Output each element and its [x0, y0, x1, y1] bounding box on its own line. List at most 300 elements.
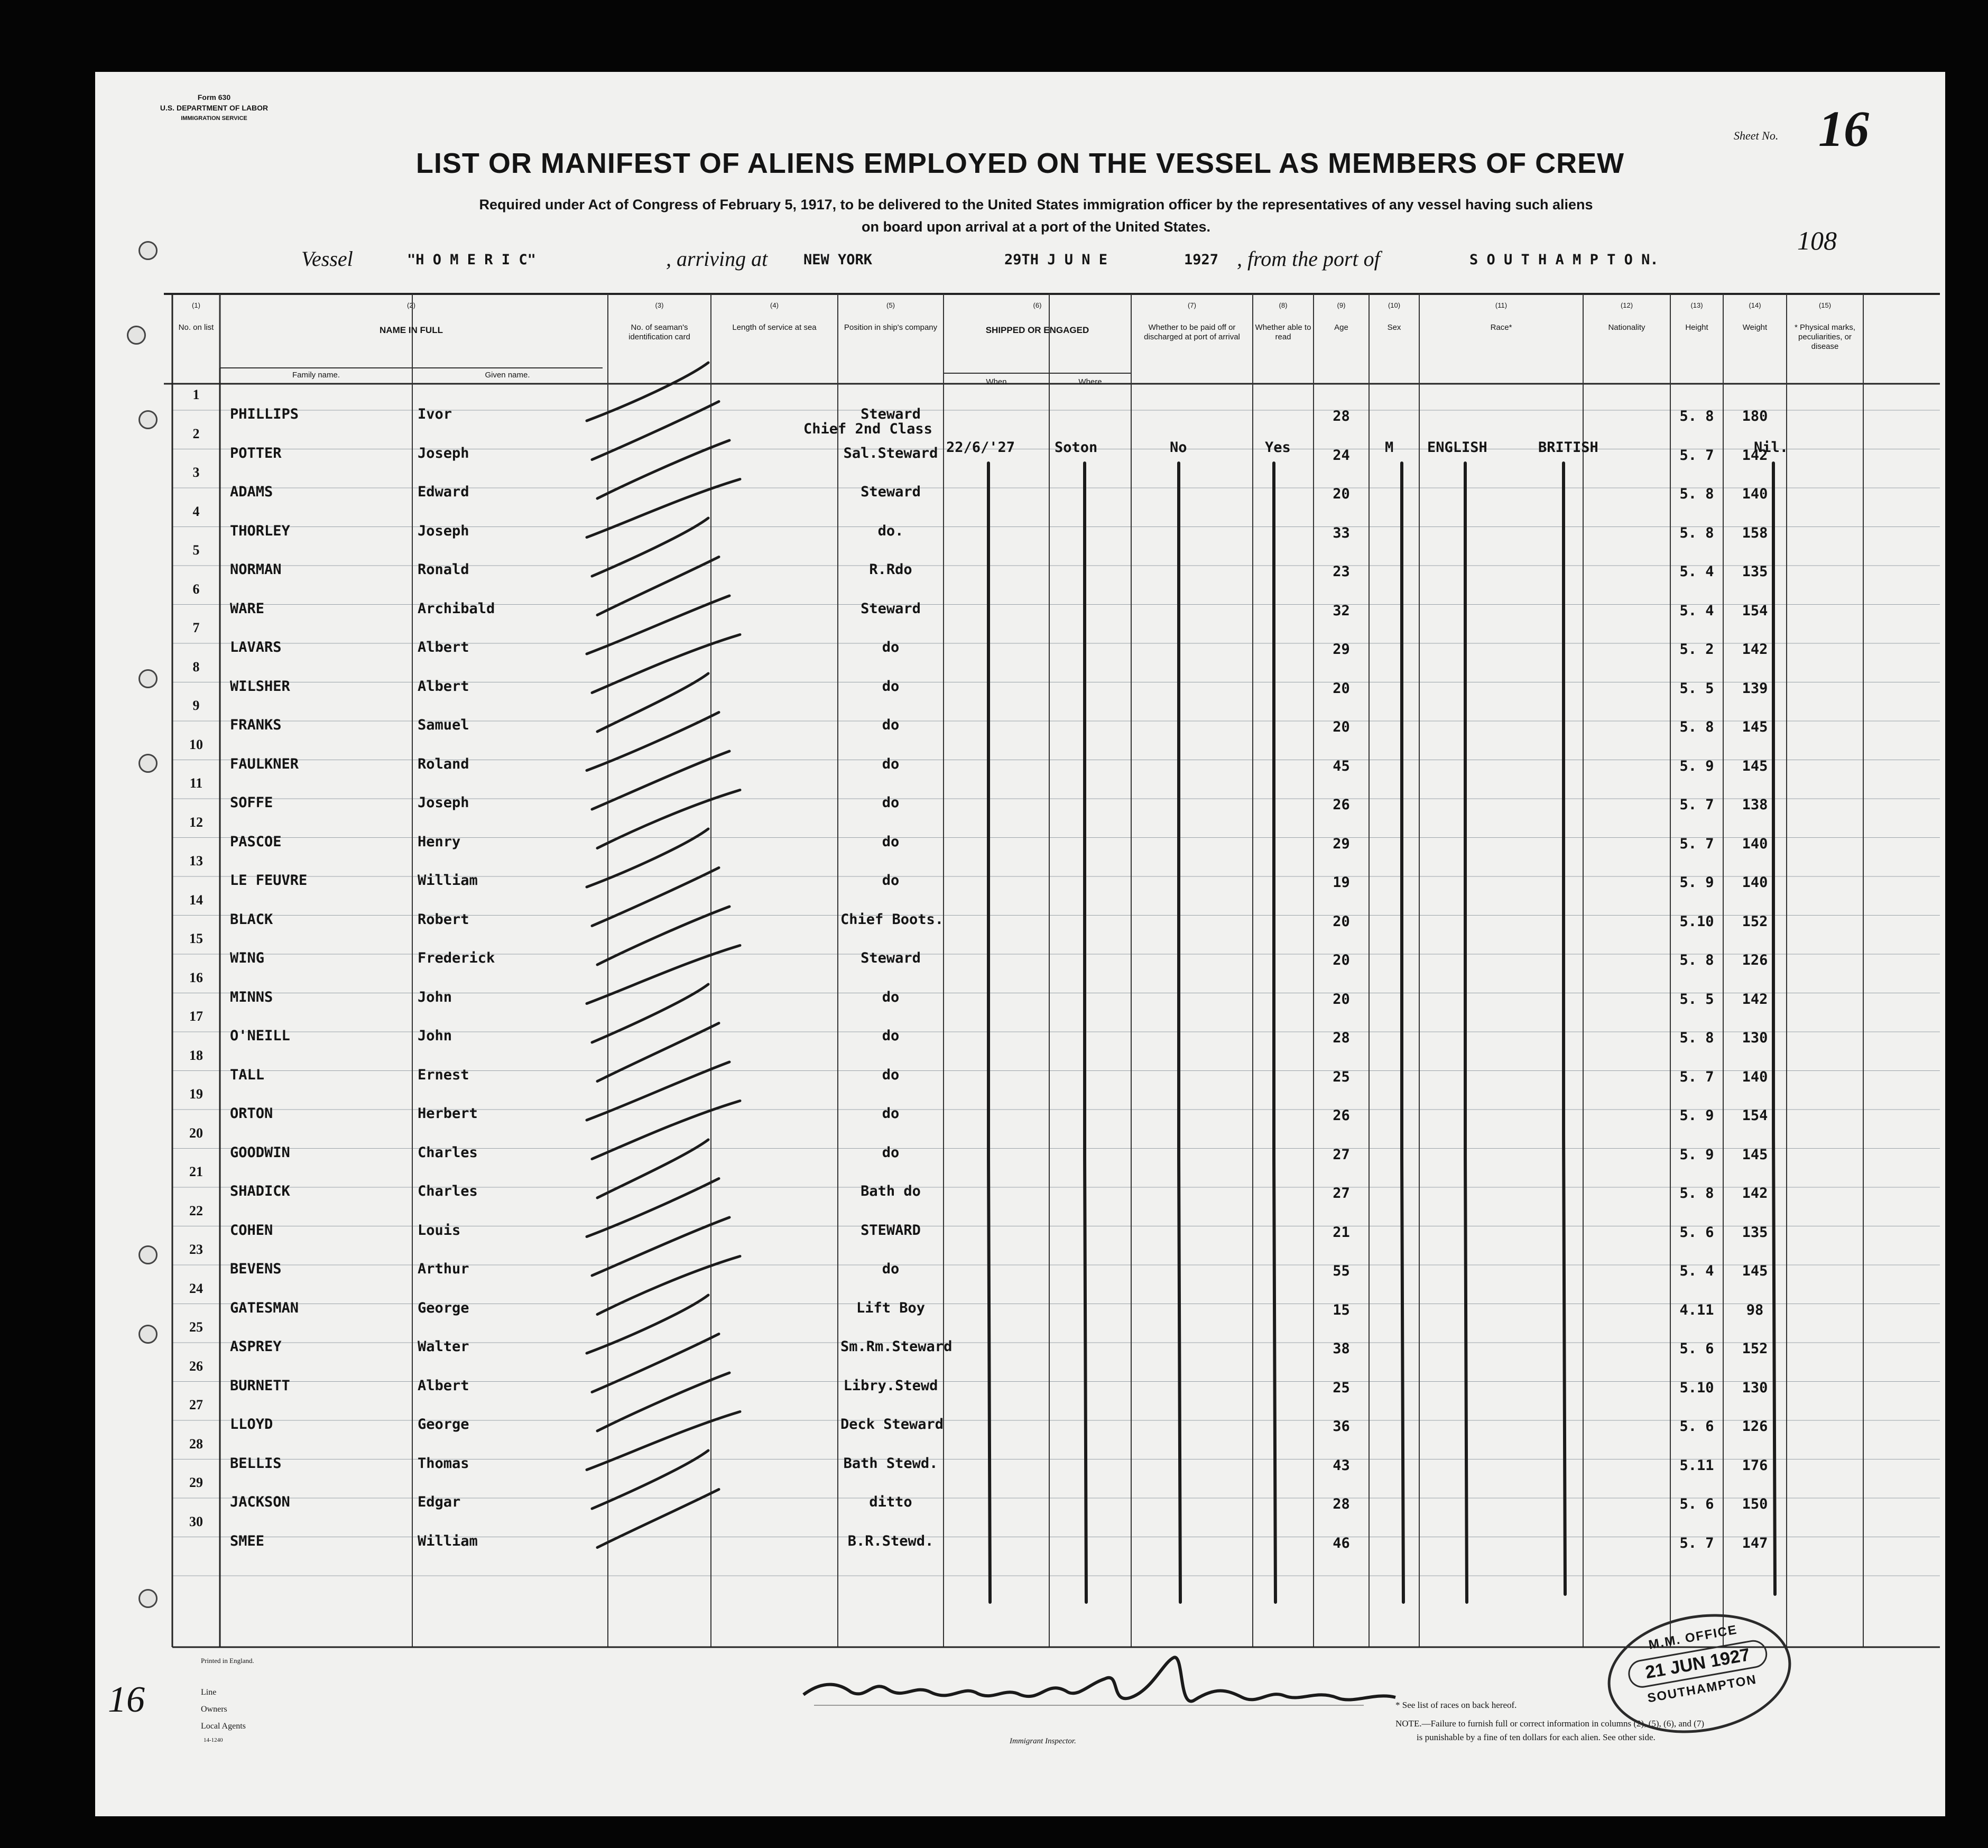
id-card-slash — [592, 518, 708, 576]
cell-age: 28 — [1333, 1496, 1350, 1512]
cell-no: 13 — [189, 853, 203, 868]
cell-age: 25 — [1333, 1068, 1350, 1085]
cell-height: 5. 4 — [1679, 563, 1714, 580]
cell-position: Steward — [861, 484, 921, 500]
column-subheader-c6a: When — [986, 377, 1007, 386]
cell-age: 20 — [1333, 680, 1350, 697]
cell-height: 5. 8 — [1679, 408, 1714, 424]
column-number: (6) — [1033, 301, 1042, 309]
cell-no: 8 — [192, 659, 200, 674]
column-number: (7) — [1188, 301, 1196, 309]
column-number: (8) — [1279, 301, 1288, 309]
column-header-c4: Length of service at sea — [732, 323, 817, 332]
cell-height: 5. 9 — [1679, 874, 1714, 891]
cell-age: 19 — [1333, 874, 1350, 891]
cell-no: 10 — [189, 736, 203, 752]
cell-given: William — [418, 1532, 478, 1549]
cell-family: WING — [230, 950, 265, 966]
cell-weight: 126 — [1742, 1418, 1768, 1435]
column-header-c10: Sex — [1387, 323, 1401, 332]
cell-given: Walter — [418, 1338, 469, 1355]
cell-family: TALL — [230, 1066, 265, 1083]
column-header-c3: No. of seaman's identification card — [628, 323, 690, 341]
cell-height: 5. 6 — [1679, 1418, 1714, 1435]
cell-position: do — [882, 755, 900, 772]
cell-family: PASCOE — [230, 833, 282, 850]
cell-height: 5. 7 — [1679, 1068, 1714, 1085]
vessel-label: Vessel — [301, 247, 353, 271]
inspector-signature — [793, 1647, 1406, 1742]
cell-age: 15 — [1333, 1301, 1350, 1318]
inspector-label: Immigrant Inspector. — [1010, 1737, 1076, 1745]
column-header-c7: Whether to be paid off or discharged at port of arrival — [1144, 323, 1240, 341]
cell-position: do. — [877, 522, 904, 539]
line-label: Line — [201, 1688, 217, 1697]
cell-height: 5. 5 — [1679, 991, 1714, 1008]
cell-height: 5. 9 — [1679, 1107, 1714, 1124]
cell-weight: 147 — [1742, 1535, 1768, 1551]
column-header-c15: * Physical marks, peculiarities, or disease — [1794, 323, 1856, 351]
cell-given: Thomas — [418, 1455, 469, 1472]
ditto-line — [988, 463, 990, 1602]
cell-given: Herbert — [418, 1105, 478, 1122]
cell-position: Steward — [861, 406, 921, 422]
cell-position: Bath do — [861, 1183, 921, 1199]
cell-height: 5. 7 — [1679, 447, 1714, 464]
ditto-line — [1465, 463, 1467, 1602]
cell-no: 23 — [189, 1242, 203, 1257]
cell-position: R.Rdo — [869, 561, 912, 578]
cell-weight: 145 — [1742, 1263, 1768, 1279]
column-header-c5: Position in ship's company — [844, 323, 938, 332]
cell-weight: 152 — [1742, 1341, 1768, 1357]
cell-family: WILSHER — [230, 678, 290, 695]
cell-family: FAULKNER — [230, 755, 299, 772]
cell-position: do — [882, 872, 900, 889]
sheet-label: Sheet No. — [1734, 129, 1779, 142]
cell-weight: 152 — [1742, 913, 1768, 930]
column-number: (4) — [770, 301, 779, 309]
cell-given: Ernest — [418, 1066, 469, 1083]
cell-no: 17 — [189, 1009, 203, 1024]
cell-position: do — [882, 1105, 900, 1122]
column-number: (10) — [1388, 301, 1401, 309]
cell-height: 5. 8 — [1679, 719, 1714, 735]
ditto-line — [1085, 463, 1086, 1602]
cell-height: 5. 8 — [1679, 1185, 1714, 1202]
column-number: (1) — [192, 301, 200, 309]
cell-age: 36 — [1333, 1418, 1350, 1435]
cell-age: 32 — [1333, 602, 1350, 619]
cell-height: 5. 7 — [1679, 797, 1714, 813]
row1-shipped-where: Soton — [1055, 439, 1098, 456]
column-header-c6: SHIPPED OR ENGAGED — [985, 325, 1089, 335]
cell-no: 27 — [189, 1397, 203, 1412]
margin-number: 16 — [108, 1679, 145, 1720]
row1-nationality: BRITISH — [1538, 439, 1598, 456]
cell-age: 20 — [1333, 486, 1350, 502]
cell-position: do — [882, 717, 900, 733]
subtitle-line-2: on board upon arrival at a port of the United States. — [861, 219, 1211, 235]
cell-position: Libry.Stewd — [843, 1377, 938, 1394]
cell-family: ORTON — [230, 1105, 273, 1122]
cell-age: 21 — [1333, 1224, 1350, 1241]
cell-position: do — [882, 1261, 900, 1277]
subtitle-line-1: Required under Act of Congress of February 5, 1917, to be delivered to the United States immigration officer by the representatives of any vessel having such aliens — [479, 197, 1593, 212]
cell-age: 28 — [1333, 1030, 1350, 1046]
row1-physical-marks: Nil. — [1754, 439, 1789, 456]
cell-position: Chief Boots. — [840, 911, 944, 928]
column-header-c9: Age — [1334, 323, 1348, 332]
cell-no: 6 — [192, 581, 200, 597]
cell-no: 25 — [189, 1319, 203, 1335]
cell-no: 20 — [189, 1125, 203, 1141]
stamp-bottom: SOUTHAMPTON — [1646, 1672, 1758, 1706]
column-number: (12) — [1620, 301, 1633, 309]
cell-position: Steward — [861, 600, 921, 617]
cell-weight: 145 — [1742, 757, 1768, 774]
cell-family: SOFFE — [230, 794, 273, 811]
cell-family: O'NEILL — [230, 1028, 290, 1044]
cell-given: Henry — [418, 833, 461, 850]
note-line-1: NOTE.—Failure to furnish full or correct information in columns (2), (5), (6), and (7) — [1395, 1718, 1704, 1729]
cell-given: Albert — [418, 1377, 469, 1394]
cell-age: 27 — [1333, 1185, 1350, 1202]
row1-race: ENGLISH — [1427, 439, 1487, 456]
cell-weight: 145 — [1742, 1146, 1768, 1163]
column-header-c8: Whether able to read — [1255, 323, 1311, 341]
cell-position: do — [882, 794, 900, 811]
cell-given: Albert — [418, 678, 469, 695]
cell-height: 4.11 — [1679, 1301, 1714, 1318]
cell-height: 5.11 — [1679, 1457, 1714, 1474]
arrival-date: 29TH J U N E — [1004, 252, 1108, 268]
cell-family: MINNS — [230, 988, 273, 1005]
note-races: * See list of races on back hereof. — [1395, 1700, 1517, 1710]
column-header-c14: Weight — [1742, 323, 1768, 332]
stamp-date: 21 JUN 1927 — [1626, 1638, 1769, 1690]
cell-age: 20 — [1333, 991, 1350, 1008]
cell-weight: 98 — [1746, 1301, 1764, 1318]
cell-weight: 154 — [1742, 602, 1768, 619]
manifest-title: LIST OR MANIFEST OF ALIENS EMPLOYED ON THE VESSEL AS MEMBERS OF CREW — [415, 147, 1625, 179]
column-number: (5) — [886, 301, 895, 309]
from-port-label: , from the port of — [1237, 247, 1380, 271]
ditto-line — [1402, 463, 1403, 1602]
cell-weight: 130 — [1742, 1030, 1768, 1046]
cell-height: 5. 9 — [1679, 757, 1714, 774]
cell-age: 26 — [1333, 797, 1350, 813]
cell-no: 1 — [192, 387, 200, 402]
cell-age: 28 — [1333, 408, 1350, 424]
cell-no: 3 — [192, 465, 200, 480]
cell-position: Deck Steward — [840, 1416, 944, 1433]
cell-no: 28 — [189, 1436, 203, 1452]
cell-family: THORLEY — [230, 522, 290, 539]
cell-height: 5. 4 — [1679, 602, 1714, 619]
cell-position: do — [882, 1144, 900, 1161]
cell-position: do — [882, 1028, 900, 1044]
cell-weight: 140 — [1742, 874, 1768, 891]
cell-given: Samuel — [418, 717, 469, 733]
cell-height: 5. 5 — [1679, 680, 1714, 697]
ditto-line — [1274, 463, 1275, 1602]
cell-weight: 154 — [1742, 1107, 1768, 1124]
cell-height: 5. 2 — [1679, 641, 1714, 658]
page-number: 108 — [1797, 226, 1837, 255]
note-line-2: is punishable by a fine of ten dollars for each alien. See other side. — [1417, 1732, 1656, 1742]
cell-given: Archibald — [418, 600, 495, 617]
cell-height: 5. 4 — [1679, 1263, 1714, 1279]
id-card-slash — [587, 1412, 740, 1470]
id-card-slash — [587, 713, 719, 771]
cell-no: 29 — [189, 1475, 203, 1490]
cell-given: George — [418, 1299, 469, 1316]
cell-height: 5. 8 — [1679, 524, 1714, 541]
cell-no: 26 — [189, 1358, 203, 1374]
cell-no: 14 — [189, 892, 203, 908]
cell-age: 45 — [1333, 757, 1350, 774]
cell-age: 27 — [1333, 1146, 1350, 1163]
cell-family: POTTER — [230, 445, 282, 461]
cell-no: 19 — [189, 1086, 203, 1102]
row1-shipped-when: 22/6/'27 — [946, 439, 1015, 456]
cell-family: SHADICK — [230, 1183, 290, 1199]
handwritten-marks — [95, 72, 1945, 1816]
arriving-port: NEW YORK — [803, 252, 873, 268]
id-card-slash — [587, 1179, 719, 1237]
cell-no: 16 — [189, 969, 203, 985]
cell-family: COHEN — [230, 1222, 273, 1239]
cell-family: FRANKS — [230, 717, 282, 733]
cell-family: NORMAN — [230, 561, 282, 578]
cell-family: BURNETT — [230, 1377, 290, 1394]
cell-weight: 135 — [1742, 1224, 1768, 1241]
cell-weight: 180 — [1742, 408, 1768, 424]
cell-weight: 126 — [1742, 952, 1768, 968]
cell-weight: 140 — [1742, 835, 1768, 852]
cell-age: 43 — [1333, 1457, 1350, 1474]
row1-position-line1: Chief 2nd Class — [803, 421, 932, 437]
cell-age: 46 — [1333, 1535, 1350, 1551]
form-number: Form 630 — [197, 93, 231, 101]
cell-no: 9 — [192, 698, 200, 713]
cell-given: Joseph — [418, 522, 469, 539]
cell-no: 11 — [189, 775, 203, 791]
cell-given: Arthur — [418, 1261, 469, 1277]
row1-able-read: Yes — [1265, 439, 1291, 456]
cell-family: BEVENS — [230, 1261, 282, 1277]
cell-age: 20 — [1333, 952, 1350, 968]
cell-no: 12 — [189, 814, 203, 830]
cell-family: PHILLIPS — [230, 406, 299, 422]
cell-no: 18 — [189, 1047, 203, 1063]
id-card-slash — [587, 829, 708, 887]
cell-weight: 140 — [1742, 486, 1768, 502]
footer-labels — [148, 1684, 246, 1735]
service-name: IMMIGRATION SERVICE — [181, 115, 247, 122]
cell-position: Sal.Steward — [843, 445, 938, 461]
cell-position: STEWARD — [861, 1222, 921, 1239]
cell-age: 29 — [1333, 835, 1350, 852]
cell-given: William — [418, 872, 478, 889]
cell-weight: 150 — [1742, 1496, 1768, 1512]
column-number: (3) — [655, 301, 664, 309]
agents-code: 14-1240 — [204, 1737, 223, 1743]
cell-weight: 138 — [1742, 797, 1768, 813]
ditto-line — [1773, 463, 1775, 1594]
cell-position: do — [882, 678, 900, 695]
cell-no: 5 — [192, 542, 200, 558]
cell-weight: 142 — [1742, 991, 1768, 1008]
cell-position: do — [882, 988, 900, 1005]
id-card-slash — [592, 984, 708, 1042]
cell-given: Edgar — [418, 1494, 461, 1510]
cell-height: 5. 7 — [1679, 835, 1714, 852]
cell-family: LAVARS — [230, 639, 282, 655]
printed-in: Printed in England. — [201, 1657, 254, 1665]
cell-family: LE FEUVRE — [230, 872, 308, 889]
column-number: (14) — [1749, 301, 1761, 309]
cell-family: ASPREY — [230, 1338, 282, 1355]
owners-label: Owners — [201, 1705, 227, 1714]
cell-given: Louis — [418, 1222, 461, 1239]
cell-given: Charles — [418, 1183, 478, 1199]
cell-age: 26 — [1333, 1107, 1350, 1124]
cell-given: Edward — [418, 484, 469, 500]
id-card-slash — [587, 1295, 708, 1353]
cell-weight: 158 — [1742, 524, 1768, 541]
cell-weight: 145 — [1742, 719, 1768, 735]
cell-height: 5. 8 — [1679, 1030, 1714, 1046]
id-card-slash — [587, 363, 708, 421]
cell-weight: 130 — [1742, 1379, 1768, 1396]
row1-sex: M — [1385, 439, 1394, 456]
cell-weight: 142 — [1742, 1185, 1768, 1202]
cell-weight: 140 — [1742, 1068, 1768, 1085]
row1-paid-off: No — [1170, 439, 1187, 456]
cell-family: LLOYD — [230, 1416, 273, 1433]
cell-given: Charles — [418, 1144, 478, 1161]
sheet-number: 16 — [1818, 100, 1869, 157]
column-number: (15) — [1818, 301, 1832, 309]
cell-no: 15 — [189, 931, 203, 946]
cell-position: do — [882, 833, 900, 850]
cell-family: SMEE — [230, 1532, 265, 1549]
cell-no: 4 — [192, 503, 200, 519]
cell-position: do — [882, 1066, 900, 1083]
cell-height: 5. 8 — [1679, 952, 1714, 968]
arriving-label: , arriving at — [666, 247, 768, 271]
cell-position: Sm.Rm.Steward — [840, 1338, 953, 1355]
column-header-c2: NAME IN FULL — [380, 325, 443, 335]
column-number: (2) — [407, 301, 415, 309]
id-card-slash — [587, 479, 740, 538]
cell-no: 21 — [189, 1164, 203, 1179]
cell-given: Ronald — [418, 561, 469, 578]
cell-family: ADAMS — [230, 484, 273, 500]
cell-height: 5.10 — [1679, 913, 1714, 930]
cell-position: Lift Boy — [856, 1299, 926, 1316]
vessel-name: "H O M E R I C" — [407, 252, 536, 268]
department-name: U.S. DEPARTMENT OF LABOR — [160, 104, 269, 112]
cell-family: WARE — [230, 600, 265, 617]
cell-given: Joseph — [418, 445, 469, 461]
cell-given: John — [418, 988, 452, 1005]
column-header-c11: Race* — [1490, 323, 1512, 332]
column-number: (9) — [1337, 301, 1346, 309]
stamp-top: M.M. OFFICE — [1647, 1622, 1739, 1652]
cell-given: Robert — [418, 911, 469, 928]
cell-age: 20 — [1333, 913, 1350, 930]
cell-height: 5. 8 — [1679, 486, 1714, 502]
column-subheader-c2a: Family name. — [292, 371, 340, 380]
from-port: S O U T H A M P T O N. — [1469, 252, 1659, 268]
cell-weight: 142 — [1742, 641, 1768, 658]
cell-given: Ivor — [418, 406, 452, 422]
cell-age: 24 — [1333, 447, 1350, 464]
cell-position: ditto — [869, 1494, 912, 1510]
ditto-line — [1179, 463, 1180, 1602]
cell-height: 5. 6 — [1679, 1496, 1714, 1512]
cell-no: 24 — [189, 1280, 203, 1296]
cell-height: 5. 6 — [1679, 1341, 1714, 1357]
id-card-slash — [587, 946, 740, 1004]
column-subheader-c2b: Given name. — [485, 371, 530, 380]
cell-age: 33 — [1333, 524, 1350, 541]
cell-weight: 135 — [1742, 563, 1768, 580]
cell-position: Bath Stewd. — [843, 1455, 938, 1472]
id-card-slash — [592, 1450, 708, 1509]
cell-given: Albert — [418, 639, 469, 655]
cell-family: BLACK — [230, 911, 273, 928]
cell-no: 2 — [192, 426, 200, 441]
cell-given: Roland — [418, 755, 469, 772]
manifest-sheet — [95, 72, 1945, 1816]
cell-height: 5.10 — [1679, 1379, 1714, 1396]
cell-age: 23 — [1333, 563, 1350, 580]
column-number: (11) — [1495, 301, 1508, 309]
cell-family: GOODWIN — [230, 1144, 290, 1161]
cell-given: John — [418, 1028, 452, 1044]
cell-age: 20 — [1333, 719, 1350, 735]
cell-position: B.R.Stewd. — [847, 1532, 934, 1549]
cell-weight: 139 — [1742, 680, 1768, 697]
cell-weight: 142 — [1742, 447, 1768, 464]
cell-weight: 176 — [1742, 1457, 1768, 1474]
cell-age: 55 — [1333, 1263, 1350, 1279]
cell-position: do — [882, 639, 900, 655]
cell-age: 25 — [1333, 1379, 1350, 1396]
column-number: (13) — [1690, 301, 1703, 309]
column-header-c13: Height — [1685, 323, 1708, 332]
cell-position: Steward — [861, 950, 921, 966]
cell-height: 5. 6 — [1679, 1224, 1714, 1241]
cell-family: BELLIS — [230, 1455, 282, 1472]
cell-given: Joseph — [418, 794, 469, 811]
cell-height: 5. 9 — [1679, 1146, 1714, 1163]
cell-age: 38 — [1333, 1341, 1350, 1357]
ditto-line — [1564, 463, 1565, 1594]
cell-height: 5. 7 — [1679, 1535, 1714, 1551]
cell-no: 30 — [189, 1513, 203, 1529]
cell-family: JACKSON — [230, 1494, 290, 1510]
cell-no: 7 — [192, 620, 200, 635]
cell-given: George — [418, 1416, 469, 1433]
cell-no: 22 — [189, 1203, 203, 1218]
arrival-year: 1927 — [1184, 252, 1219, 268]
cell-family: GATESMAN — [230, 1299, 299, 1316]
